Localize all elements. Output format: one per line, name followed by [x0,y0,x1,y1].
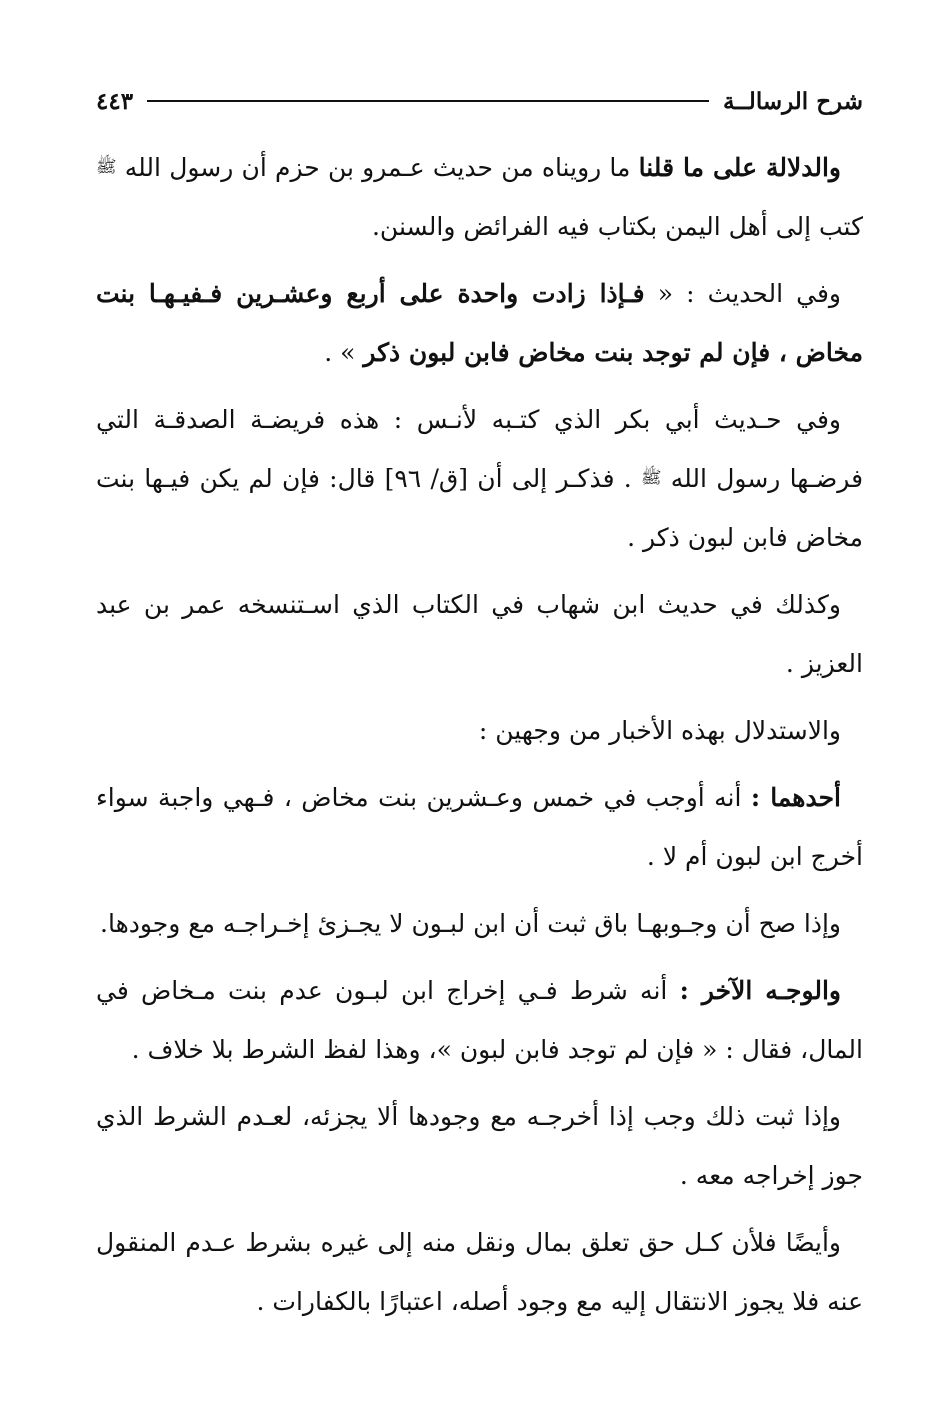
paragraph-text: وكذلك في حديث ابن شهاب في الكتاب الذي اسـتنسخه عمر بن عبد العزيز . [96,590,863,678]
paragraph-text: وفي حـديث أبي بكر الذي كتـبه لأنـس : هذه فريضـة الصدقـة التي فرضـها رسول الله [96,405,864,493]
paragraph-text: ما رويناه من حديث عـمرو بن حزم أن رسول الله [116,153,639,182]
paragraph-text: وإذا صح أن وجـوبهـا باق ثبت أن ابن لبـون لا يجـزئ إخـراجـه مع وجودها. [100,909,841,938]
salutation-glyph: ﷺ [96,157,117,177]
paragraph-2 [96,264,863,382]
paragraph-5 [96,701,863,760]
running-title: شرح الرسالــة [723,87,863,115]
paragraph-4 [96,575,863,693]
paragraph-8 [96,961,863,1079]
body-text [96,138,863,1339]
paragraph-tail: . فذكـر إلى أن [ق/ ٩٦] قال: فإن لم يكن فيـها بنت مخاض فابن لبون ذكر . [96,464,863,552]
paragraph-tail: كتب إلى أهل اليمن بكتاب فيه الفرائض والسنن. [371,212,863,241]
paragraph-text: وفي الحديث : « [644,279,842,308]
hadith-quote: فـإذا زادت واحدة على أربع وعشـرين فـفيـهـا بنت مخاض ، فإن لم توجد بنت مخاض فابن لبون ذكر [96,279,863,367]
paragraph-1 [96,138,863,256]
lead-phrase: والوجـه الآخر : [679,976,841,1005]
paragraph-text: أنه أوجب في خمس وعـشرين بنت مخاض ، فـهي واجبة سواء أخرج ابن لبون أم لا . [96,783,863,871]
page-header [96,84,863,118]
paragraph-9 [96,1087,863,1205]
salutation-glyph: ﷺ [640,468,662,488]
header-rule [147,100,709,102]
paragraph-10 [96,1213,863,1331]
paragraph-7 [96,894,863,953]
lead-phrase: أحدهما : [750,783,841,812]
paragraph-text: وإذا ثبت ذلك وجب إذا أخرجـه مع وجودها ألا يجزئه، لعـدم الشرط الذي جوز إخراجه معه . [96,1102,863,1190]
paragraph-text: والاستدلال بهذه الأخبار من وجهين : [478,716,841,745]
paragraph-6 [96,768,863,886]
paragraph-text: وأيضًا فلأن كـل حق تعلق بمال ونقل منه إلى غيره بشرط عـدم المنقول عنه فلا يجوز الانتقال إليه مع وجود أصله، اعتبارًا بالكفارات . [96,1228,863,1316]
paragraph-text: أنه شرط فـي إخراج ابن لبـون عدم بنت مـخاض في المال، فقال : « فإن لم توجد فابن لبون »، وهذا لفظ الشرط بلا خلاف . [96,976,863,1064]
paragraph-3 [96,390,863,567]
page-number: ٤٤٣ [96,87,134,115]
paragraph-tail: » . [324,338,364,367]
lead-phrase: والدلالة على ما قلنا [638,153,841,182]
